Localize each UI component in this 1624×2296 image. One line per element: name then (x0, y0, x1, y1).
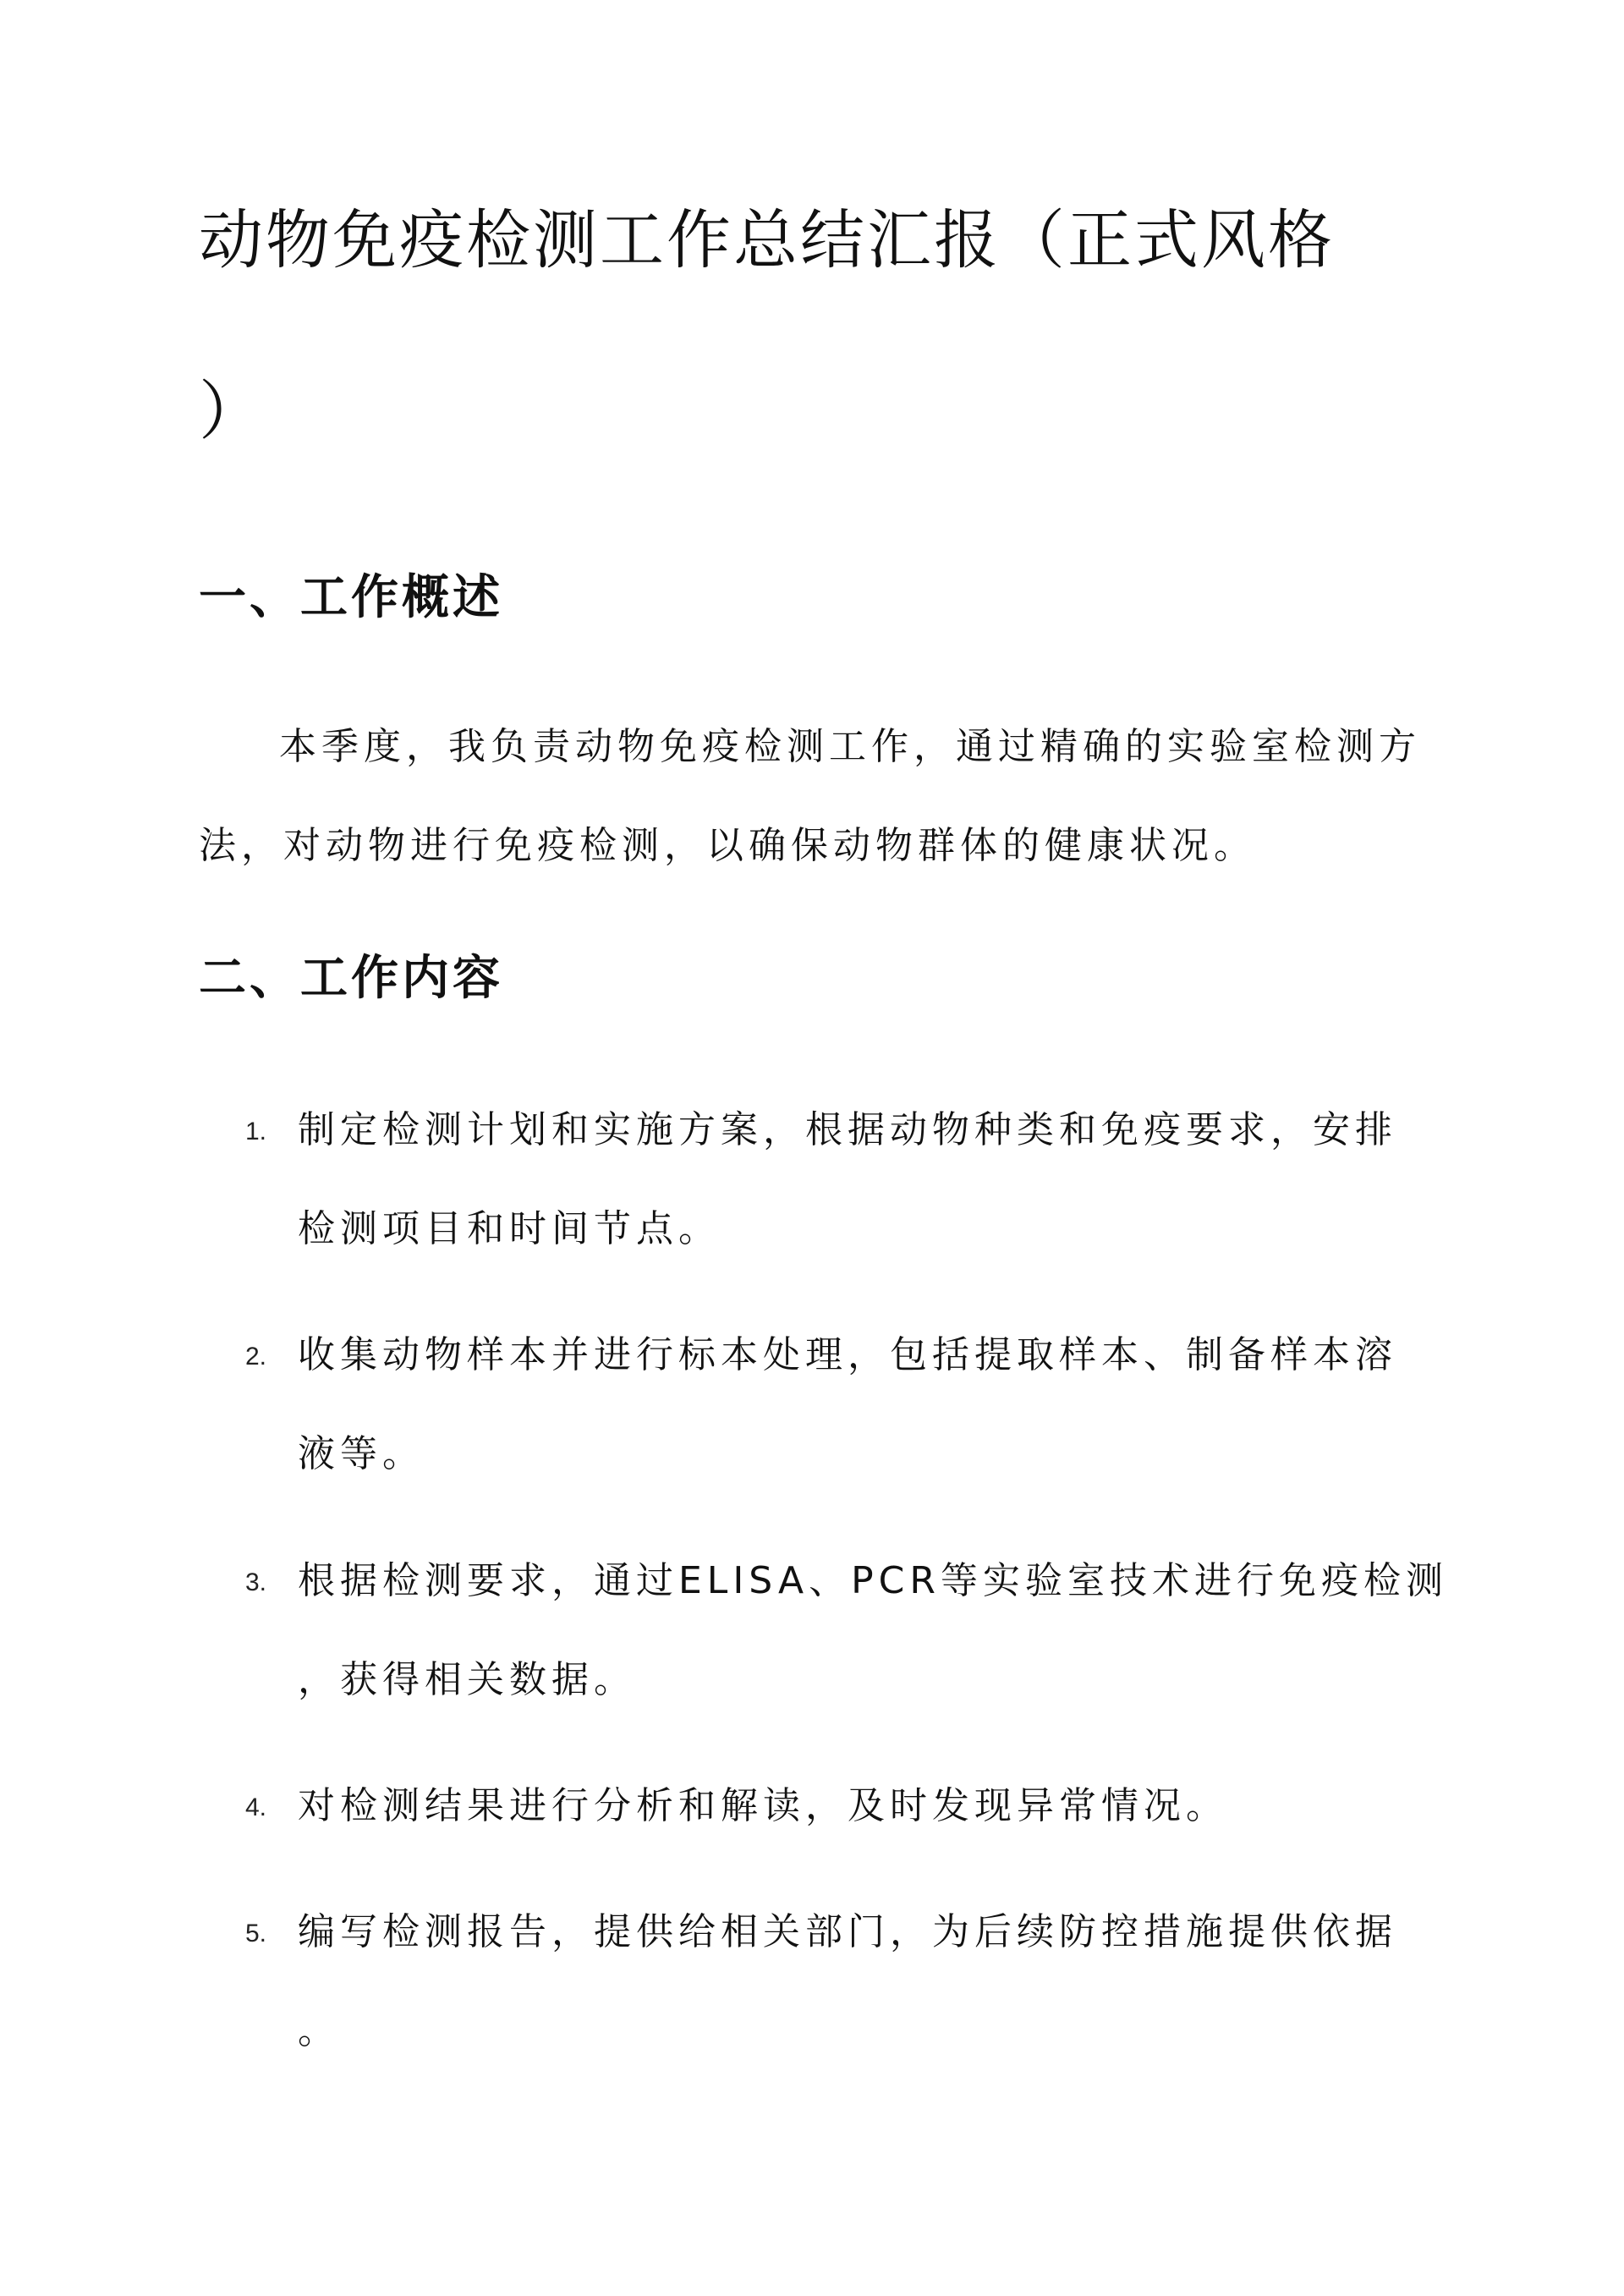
document-title-line-1: 动物免疫检测工作总结汇报（正式风格 (199, 202, 1335, 277)
list-item-number: 3. (245, 1568, 267, 1596)
list-item-line: 检测项目和时间节点。 (298, 1207, 721, 1250)
list-item-line: ，获得相关数据。 (298, 1658, 636, 1701)
overview-paragraph-line-2: 法，对动物进行免疫检测，以确保动物群体的健康状况。 (199, 824, 1256, 867)
list-item-line: 对检测结果进行分析和解读，及时发现异常情况。 (298, 1784, 1228, 1827)
section-heading-content: 二、工作内容 (199, 950, 503, 1006)
list-item-number: 5. (245, 1920, 267, 1947)
list-item-line: 制定检测计划和实施方案，根据动物种类和免疫要求，安排 (298, 1108, 1397, 1151)
section-heading-overview: 一、工作概述 (199, 569, 503, 625)
overview-paragraph-line-1: 本季度，我负责动物免疫检测工作，通过精确的实验室检测方 (279, 725, 1421, 768)
document-title-line-2: ） (199, 373, 266, 448)
list-item-line: 。 (298, 2009, 340, 2052)
list-item-line: 根据检测要求，通过ELISA、PCR等实验室技术进行免疫检测 (298, 1559, 1448, 1602)
list-item-number: 2. (245, 1343, 267, 1370)
list-item-line: 收集动物样本并进行标本处理，包括提取样本、制备样本溶 (298, 1333, 1397, 1376)
list-item-line: 液等。 (298, 1432, 425, 1475)
list-item-number: 4. (245, 1793, 267, 1821)
list-item-line: 编写检测报告，提供给相关部门，为后续防控措施提供依据 (298, 1910, 1397, 1953)
list-item-number: 1. (245, 1118, 267, 1145)
